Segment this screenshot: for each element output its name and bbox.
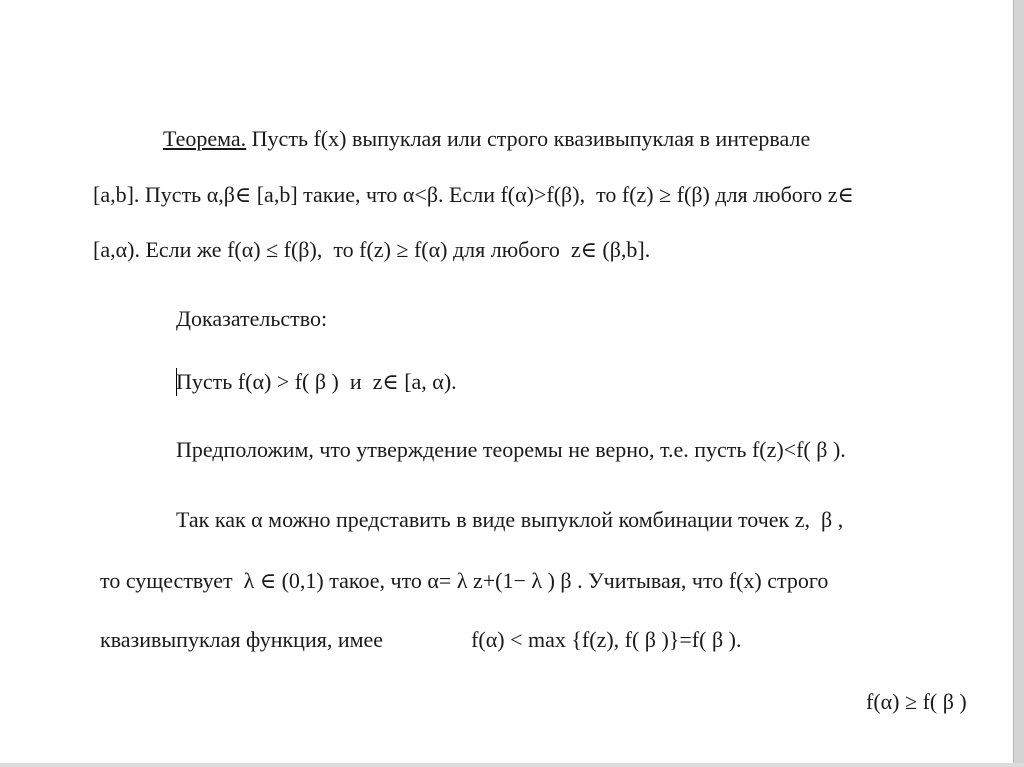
slide-bottom-edge [0,763,1024,767]
slide-right-edge [1014,0,1024,767]
theorem-line-3: [a,α). Если же f(α) ≤ f(β), то f(z) ≥ f(α) для любого z∈ (β,b]. [93,237,651,262]
theorem-line-1 [163,125,810,153]
proof-line-2: Предположим, что утверждение теоремы не верно, т.е. пусть f(z)<f( β ). [176,437,846,462]
proof-line-1: Пусть f(α) > f( β ) и z∈ [a, α). [176,369,457,394]
proof-title: Доказательство: [176,306,328,331]
proof-line-4: то существует λ ∈ (0,1) такое, что α= λ z+(1− λ ) β . Учитывая, что f(x) строго [100,568,829,593]
theorem-line-1-text: Пусть f(x) выпуклая или строго квазивыпуклая в интервале [246,126,811,151]
proof-line-3: Так как α можно представить в виде выпуклой комбинации точек z, β , [176,507,844,532]
theorem-line-2: [a,b]. Пусть α,β∈ [a,b] такие, что α<β. Если f(α)>f(β), то f(z) ≥ f(β) для любого z∈ [93,182,854,207]
proof-line-6: f(α) ≥ f( β ) [866,689,967,714]
proof-line-5: квазивыпуклая функция, имее f(α) < max {f(z), f( β )}=f( β ). [100,627,742,652]
theorem-heading: Теорема. [163,126,247,151]
